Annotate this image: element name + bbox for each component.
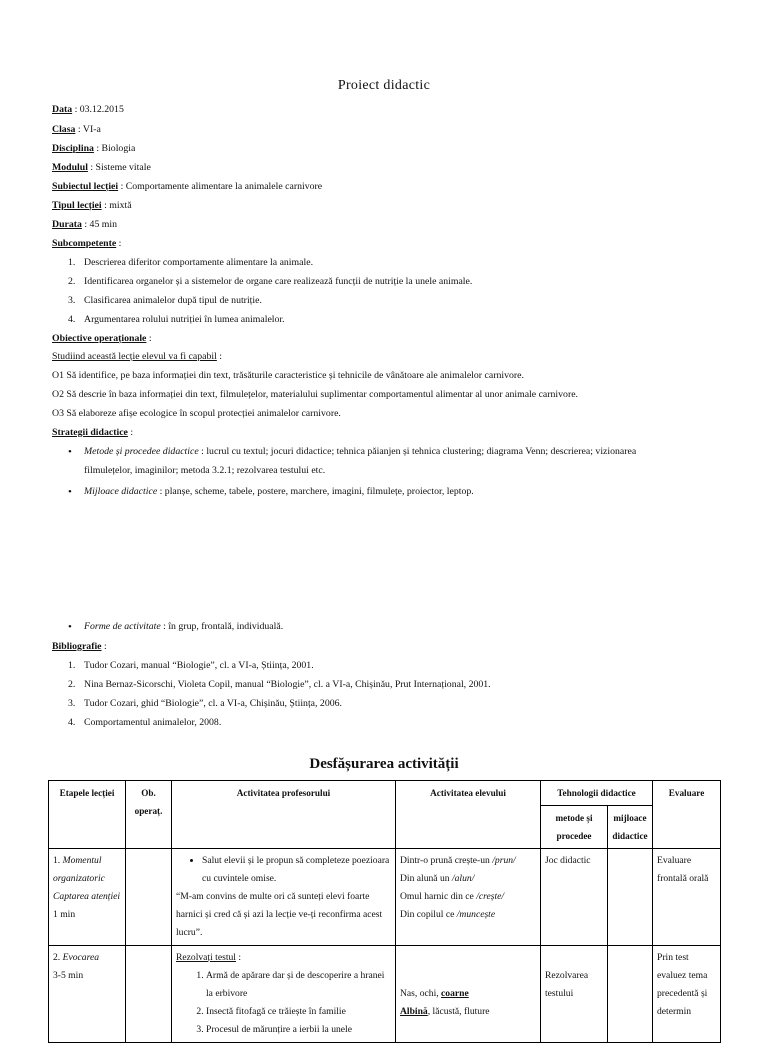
elev-answer: Albină [400, 1006, 428, 1017]
table-header-row [49, 781, 721, 806]
elev-answer: /muncește [456, 909, 496, 920]
header-mijloace: mijloace didactice [608, 806, 653, 849]
elev-text: , lăcustă, fluture [427, 1006, 490, 1017]
elev-line [400, 985, 536, 1003]
obiective-heading [52, 333, 152, 344]
section-title: Desfășurarea activității [309, 756, 459, 772]
obiectiv-item: O2 Să descrie în baza informației din text, filmulețelor, materialului suplimentar comportamentul alimentar al unor animale carnivore. [52, 389, 579, 400]
intro-suffix: : [216, 351, 223, 362]
elev-text: Nas, ochi, [400, 988, 442, 999]
bullet-label: Mijloace didactice [84, 486, 158, 497]
list-item [68, 295, 262, 306]
list-item [68, 257, 313, 268]
elev-line [400, 870, 536, 888]
header-elev: Activitatea elevului [396, 781, 541, 849]
bullet-label: Forme de activitate [84, 621, 161, 632]
section-label: Strategii didactice [52, 427, 128, 438]
list-text: Tudor Cozari, ghid “Biologie”, cl. a VI-a, Chișinău, Știința, 2006. [84, 698, 342, 709]
field-value: : Sisteme vitale [87, 162, 151, 173]
field-value: : 03.12.2015 [72, 104, 124, 115]
header-metode: metode și procedee [541, 806, 608, 849]
list-item: • Salut elevii și le propun să completeze poezioara cu cuvintele omise. [202, 852, 391, 888]
etapa-time: 1 min [53, 909, 76, 920]
metode-text: Rezolvarea testului [545, 970, 589, 999]
cell-mijloace [608, 849, 653, 946]
field-label: Tipul lecției [52, 200, 102, 211]
list-number: 3. [68, 698, 76, 709]
cell-metode [541, 946, 608, 1043]
field-label: Subiectul lecției [52, 181, 119, 192]
field-label: Modulul [52, 162, 88, 173]
cell-elev [396, 849, 541, 946]
field-value: : VI-a [75, 124, 101, 135]
list-item: 2. Insectă fitofagă ce trăiește în familie [206, 1003, 391, 1021]
strategii-heading [52, 427, 133, 438]
cell-etapa [49, 946, 126, 1043]
intro-text: Studiind această lecție elevul va fi capabil [52, 351, 217, 362]
bullet-icon: • [68, 486, 72, 498]
field-subcompetente [52, 238, 121, 249]
list-text: Argumentarea rolului nutriției în lumea animalelor. [84, 314, 285, 325]
cell-ob [126, 946, 172, 1043]
list-number: 3. [68, 295, 76, 306]
elev-line [400, 1003, 536, 1021]
header-tehno: Tehnologii didactice [541, 781, 653, 806]
elev-line [400, 906, 536, 924]
list-text: Identificarea organelor și a sistemelor de organe care realizează funcții de nutriție la unele animale. [84, 276, 473, 287]
section-suffix: : [101, 641, 107, 652]
list-number: 2. [68, 679, 76, 690]
section-label: Obiective operaționale [52, 333, 147, 344]
list-text: Comportamentul animalelor, 2008. [84, 717, 222, 728]
cell-elev [396, 946, 541, 1043]
list-item [68, 314, 285, 325]
field-value: : Comportamente alimentare la animalele carnivore [118, 181, 323, 192]
field-data [52, 104, 124, 115]
list-item [68, 717, 221, 728]
header-etapele: Etapele lecției [49, 781, 126, 849]
cell-metode: Joc didactic [541, 849, 608, 946]
field-value: : 45 min [81, 219, 118, 230]
list-number: 4. [68, 717, 76, 728]
elev-text: Omul harnic din ce [400, 891, 477, 902]
etapa-number: 1. [53, 855, 63, 866]
table-row [49, 849, 721, 946]
document-title: Proiect didactic [337, 78, 431, 93]
table-row [49, 946, 721, 1043]
cell-evaluare: Evaluare frontală orală [653, 849, 721, 946]
test-suffix: : [235, 952, 242, 963]
field-tipul [52, 200, 132, 211]
field-modulul [52, 162, 151, 173]
elev-answer: /prun/ [492, 855, 516, 866]
elev-line [400, 888, 536, 906]
section-suffix: : [146, 333, 152, 344]
list-number: 1. [68, 257, 76, 268]
bullet-mijloace [68, 486, 474, 498]
bullet-icon: • [68, 446, 72, 458]
elev-text: Din copilul ce [400, 909, 457, 920]
elev-answer: coarne [441, 988, 469, 999]
field-value: : mixtă [101, 200, 132, 211]
test-title: Rezolvați testul [176, 952, 236, 963]
field-label: Subcompetente [52, 238, 117, 249]
elev-line [400, 852, 536, 870]
header-prof: Activitatea profesorului [172, 781, 396, 849]
bullet-text: : în grup, frontală, individuală. [160, 621, 284, 632]
list-item: 3. Procesul de mărunțire a ierbii la unele [206, 1021, 391, 1039]
prof-test-title [176, 949, 391, 967]
field-label: Data [52, 104, 73, 115]
section-suffix: : [127, 427, 134, 438]
activity-table [48, 780, 721, 1043]
list-number: 2. [68, 276, 76, 287]
header-ob: Ob. operaț. [126, 781, 172, 849]
prof-quote: “M-am convins de multe ori că sunteți elevi foarte harnici și cred că și azi la lecție ve-ți reconfirma acest lucru”. [176, 891, 383, 938]
bullet-metode-cont: filmulețelor, imaginilor; metoda 3.2.1; rezolvarea testului etc. [84, 465, 326, 476]
cell-prof [172, 946, 396, 1043]
list-text: Tudor Cozari, manual “Biologie”, cl. a VI-a, Știința, 2001. [84, 660, 314, 671]
cell-etapa [49, 849, 126, 946]
bullet-label: Metode și procedee didactice [84, 446, 199, 457]
section-label: Bibliografie [52, 641, 102, 652]
list-item [68, 679, 491, 690]
field-value: : [116, 238, 122, 249]
cell-prof [172, 849, 396, 946]
list-text: Descrierea diferitor comportamente alimentare la animale. [84, 257, 314, 268]
prof-list [176, 852, 391, 888]
etapa-number: 2. [53, 952, 63, 963]
field-subiectul [52, 181, 322, 192]
field-clasa [52, 124, 101, 135]
obiective-intro [52, 351, 222, 362]
list-number: 1. [68, 660, 76, 671]
cell-evaluare: Prin test evaluez tema precedentă și determin [653, 946, 721, 1043]
header-evaluare: Evaluare [653, 781, 721, 849]
etapa-time: 3-5 min [53, 970, 84, 981]
field-value: : Biologia [93, 143, 136, 154]
obiectiv-item: O1 Să identifice, pe baza informației din text, trăsăturile caracteristice și tehnicile de vânătoare ale animalelor carnivore. [52, 370, 524, 381]
list-text: Nina Bernaz-Sicorschi, Violeta Copil, manual “Biologie”, cl. a VI-a, Chișinău, Prut Internațional, 2001. [84, 679, 491, 690]
cell-mijloace [608, 946, 653, 1043]
elev-spacer [400, 949, 536, 985]
obiectiv-item: O3 Să elaboreze afișe ecologice în scopul protecției animalelor carnivore. [52, 408, 341, 419]
field-disciplina [52, 143, 135, 154]
list-item [68, 698, 342, 709]
elev-answer: /crește/ [476, 891, 505, 902]
cell-ob [126, 849, 172, 946]
bullet-forme [68, 621, 283, 633]
bullet-icon: • [68, 621, 72, 633]
field-durata [52, 219, 117, 230]
elev-text: Dintr-o prună crește-un [400, 855, 493, 866]
bullet-text: : planșe, scheme, tabele, postere, marchere, imagini, filmulețe, proiector, leptop. [157, 486, 474, 497]
elev-answer: /alun/ [451, 873, 475, 884]
list-item: 1. Armă de apărare dar și de descoperire a hranei la erbivore [206, 967, 391, 1003]
field-label: Clasa [52, 124, 76, 135]
field-label: Durata [52, 219, 82, 230]
bullet-metode [68, 446, 636, 458]
etapa-name: Momentul organizatoric Captarea atenției [53, 855, 121, 902]
list-number: 4. [68, 314, 76, 325]
bibliografie-heading [52, 641, 107, 652]
list-item [68, 276, 472, 287]
field-label: Disciplina [52, 143, 94, 154]
prof-test-list [176, 967, 391, 1039]
elev-text: Din alună un [400, 873, 452, 884]
bullet-text: : lucrul cu textul; jocuri didactice; tehnica păianjen și tehnica clustering; diagrama Venn; descrierea; vizionarea [198, 446, 637, 457]
list-item [68, 660, 314, 671]
list-text: Clasificarea animalelor după tipul de nutriție. [84, 295, 262, 306]
etapa-name: Evocarea [62, 952, 99, 963]
